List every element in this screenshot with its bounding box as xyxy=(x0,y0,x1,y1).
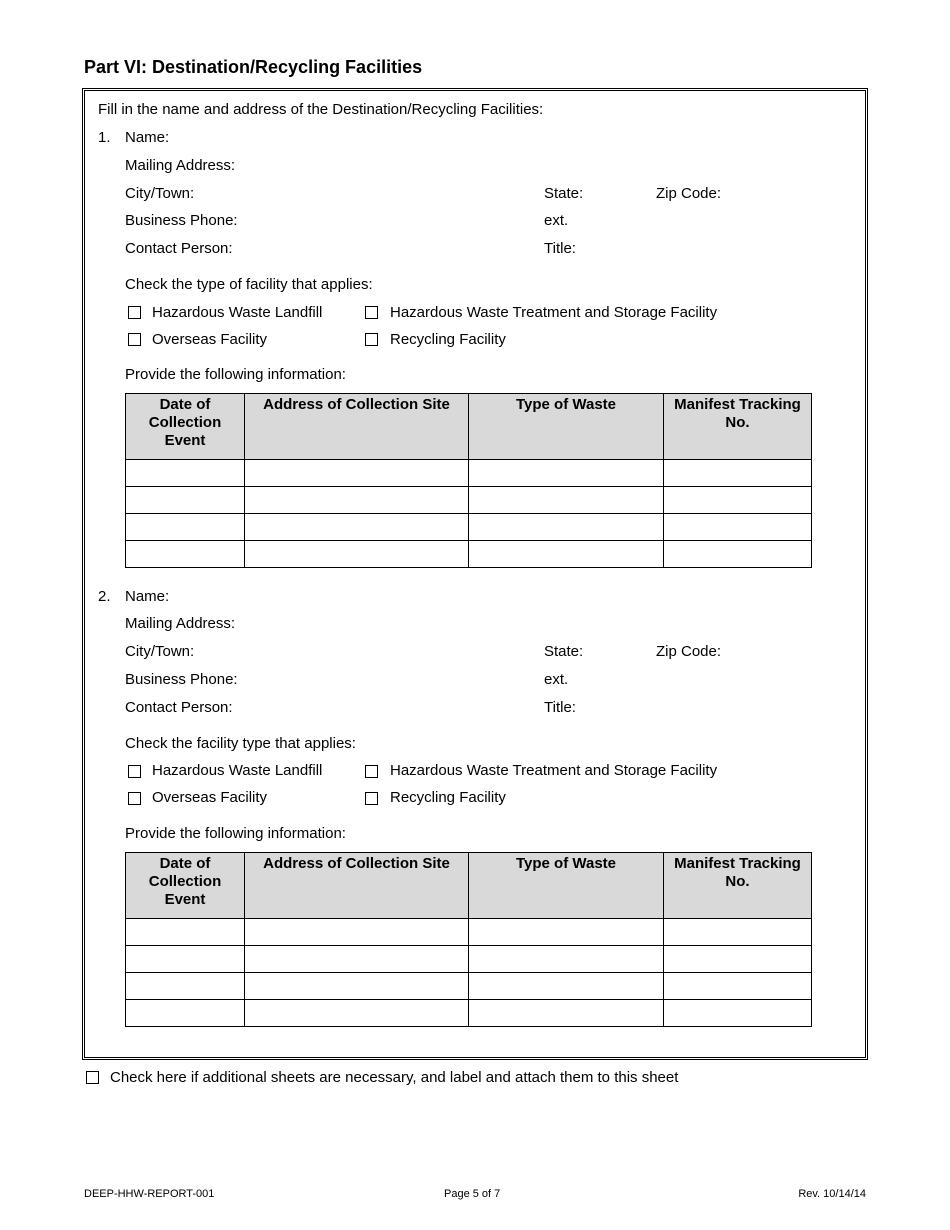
table-row xyxy=(126,973,812,1000)
info-prompt: Provide the following information: xyxy=(125,366,346,383)
table-cell[interactable] xyxy=(469,514,664,541)
table-cell[interactable] xyxy=(245,1000,469,1027)
state-label: State: xyxy=(544,185,584,202)
column-header: Manifest Tracking No. xyxy=(664,394,812,460)
business-phone-label: Business Phone: xyxy=(125,671,238,688)
table-cell[interactable] xyxy=(469,487,664,514)
business-phone-label: Business Phone: xyxy=(125,212,238,229)
ext-label: ext. xyxy=(544,671,569,688)
recycling-facility-checkbox[interactable] xyxy=(365,333,378,346)
table-cell[interactable] xyxy=(469,460,664,487)
column-header: Address of Collection Site xyxy=(245,394,469,460)
table-row xyxy=(126,919,812,946)
table-cell[interactable] xyxy=(664,973,812,1000)
column-header: Address of Collection Site xyxy=(245,853,469,919)
info-prompt: Provide the following information: xyxy=(125,825,346,842)
table-row xyxy=(126,541,812,568)
table-cell[interactable] xyxy=(664,946,812,973)
treatment-storage-facility-checkbox[interactable] xyxy=(365,765,378,778)
table-cell[interactable] xyxy=(245,460,469,487)
table-cell[interactable] xyxy=(469,541,664,568)
ext-label: ext. xyxy=(544,212,569,229)
table-cell[interactable] xyxy=(245,541,469,568)
collection-table xyxy=(125,393,812,568)
contact-person-label: Contact Person: xyxy=(125,240,233,257)
checkbox-label: Overseas Facility xyxy=(152,331,268,348)
table-cell[interactable] xyxy=(126,973,245,1000)
column-header: Date of Collection Event xyxy=(126,853,245,919)
additional-sheets-label: Check here if additional sheets are necessary, and label and attach them to this sheet xyxy=(110,1069,679,1086)
table-row xyxy=(126,1000,812,1027)
table-cell[interactable] xyxy=(469,946,664,973)
treatment-storage-facility-checkbox[interactable] xyxy=(365,306,378,319)
table-cell[interactable] xyxy=(126,919,245,946)
table-row xyxy=(126,487,812,514)
facility-number: 2. xyxy=(98,588,111,605)
intro-text: Fill in the name and address of the Destination/Recycling Facilities: xyxy=(98,101,544,118)
overseas-facility-checkbox[interactable] xyxy=(128,792,141,805)
table-cell[interactable] xyxy=(664,487,812,514)
column-header: Type of Waste xyxy=(469,853,664,919)
recycling-facility-checkbox[interactable] xyxy=(365,792,378,805)
state-label: State: xyxy=(544,643,584,660)
name-label: Name: xyxy=(125,588,170,605)
zip-code-label: Zip Code: xyxy=(656,185,722,202)
table-cell[interactable] xyxy=(245,919,469,946)
table-cell[interactable] xyxy=(245,514,469,541)
checkbox-label: Recycling Facility xyxy=(390,789,506,806)
table-cell[interactable] xyxy=(664,541,812,568)
overseas-facility-checkbox[interactable] xyxy=(128,333,141,346)
table-cell[interactable] xyxy=(664,514,812,541)
checkbox-label: Hazardous Waste Treatment and Storage Facility xyxy=(390,762,718,779)
facility-number: 1. xyxy=(98,129,111,146)
page-number: Page 5 of 7 xyxy=(444,1188,501,1200)
table-cell[interactable] xyxy=(126,514,245,541)
table-cell[interactable] xyxy=(126,946,245,973)
contact-title-label: Title: xyxy=(544,699,576,716)
table-cell[interactable] xyxy=(126,487,245,514)
revision-date: Rev. 10/14/14 xyxy=(798,1188,866,1200)
table-cell[interactable] xyxy=(664,1000,812,1027)
table-cell[interactable] xyxy=(469,1000,664,1027)
table-row xyxy=(126,460,812,487)
table-cell[interactable] xyxy=(664,919,812,946)
page-title: Part VI: Destination/Recycling Facilities xyxy=(84,57,423,77)
table-cell[interactable] xyxy=(126,460,245,487)
table-cell[interactable] xyxy=(245,487,469,514)
column-header: Date of Collection Event xyxy=(126,394,245,460)
city-label: City/Town: xyxy=(125,643,195,660)
contact-person-label: Contact Person: xyxy=(125,699,233,716)
checkbox-label: Hazardous Waste Treatment and Storage Facility xyxy=(390,304,718,321)
zip-code-label: Zip Code: xyxy=(656,643,722,660)
checkbox-label: Hazardous Waste Landfill xyxy=(152,304,323,321)
table-cell[interactable] xyxy=(664,460,812,487)
checkbox-label: Recycling Facility xyxy=(390,331,506,348)
table-cell[interactable] xyxy=(126,1000,245,1027)
checkbox-label: Overseas Facility xyxy=(152,789,268,806)
mailing-address-label: Mailing Address: xyxy=(125,157,236,174)
collection-table xyxy=(125,852,812,1027)
table-cell[interactable] xyxy=(469,973,664,1000)
column-header: Manifest Tracking No. xyxy=(664,853,812,919)
city-label: City/Town: xyxy=(125,185,195,202)
contact-title-label: Title: xyxy=(544,240,576,257)
form-id: DEEP-HHW-REPORT-001 xyxy=(84,1188,215,1200)
table-row xyxy=(126,946,812,973)
facility-type-prompt: Check the type of facility that applies: xyxy=(125,276,373,293)
table-cell[interactable] xyxy=(245,973,469,1000)
table-cell[interactable] xyxy=(469,919,664,946)
mailing-address-label: Mailing Address: xyxy=(125,615,236,632)
table-cell[interactable] xyxy=(126,541,245,568)
additional-sheets-checkbox[interactable] xyxy=(86,1071,99,1084)
column-header: Type of Waste xyxy=(469,394,664,460)
name-label: Name: xyxy=(125,129,170,146)
hazardous-waste-landfill-checkbox[interactable] xyxy=(128,765,141,778)
facility-type-prompt: Check the facility type that applies: xyxy=(125,735,356,752)
table-row xyxy=(126,514,812,541)
hazardous-waste-landfill-checkbox[interactable] xyxy=(128,306,141,319)
checkbox-label: Hazardous Waste Landfill xyxy=(152,762,323,779)
table-cell[interactable] xyxy=(245,946,469,973)
